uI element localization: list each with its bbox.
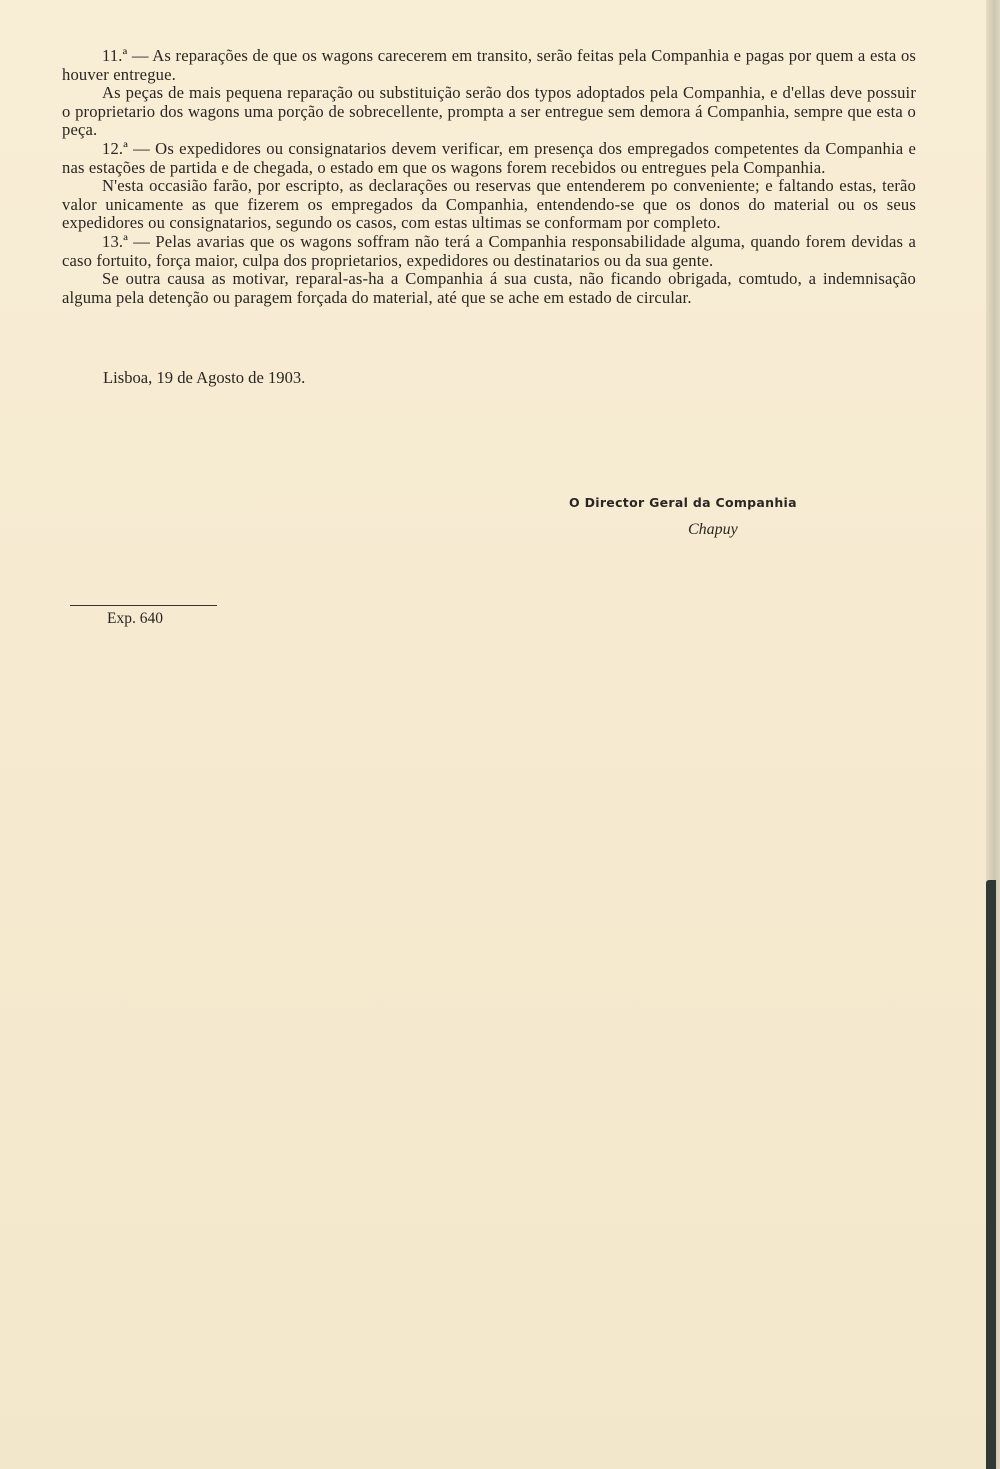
divider-rule	[70, 605, 217, 606]
paragraph-article-12: 12.ª — Os expedidores ou consignatarios devem verificar, em presença dos empregados competentes da Companhia e nas estações de partida e de chegada, o estado em que os wagons forem recebidos ou entregues pela Companhia.	[62, 138, 916, 177]
reference-number: Exp. 640	[107, 610, 163, 627]
signature-title: O Director Geral da Companhia	[569, 495, 797, 510]
torn-edge-shadow	[986, 880, 996, 1469]
signature-name: Chapuy	[688, 521, 738, 538]
paragraph-article-13: 13.ª — Pelas avarias que os wagons soffram não terá a Companhia responsabilidade alguma, quando forem devidas a caso fortuito, força maior, culpa dos proprietarios, expedidores ou destinatarios ou da sua gente.	[62, 231, 916, 270]
paragraph-article-11: 11.ª — As reparações de que os wagons carecerem em transito, serão feitas pela Companhia e pagas por quem a esta os houver entregue.	[62, 46, 916, 84]
date-line: Lisboa, 19 de Agosto de 1903.	[103, 368, 306, 387]
paragraph-article-11-parts: As peças de mais pequena reparação ou substituição serão dos typos adoptados pela Companhia, e d'ellas deve possuir o proprietario dos wagons uma porção de sobrecellente, prompta a ser entregue sem demora á Companhia, sempre que esta o peça.	[62, 83, 916, 140]
paragraph-article-13-other-causes: Se outra causa as motivar, reparal-as-ha a Companhia á sua custa, não ficando obrigada, comtudo, a indemnisação alguma pela detenção ou paragem forçada do material, até que se ache em estado de circular.	[62, 269, 916, 307]
document-body	[62, 47, 916, 307]
paragraph-article-12-declarations: N'esta occasião farão, por escripto, as declarações ou reservas que entenderem po conveniente; e faltando estas, terão valor unicamente as que fizerem os empregados da Companhia, entendendo-se que os donos do material ou os seus expedidores ou consignatarios, segundo os casos, com estas ultimas se conformam por completo.	[62, 176, 916, 233]
